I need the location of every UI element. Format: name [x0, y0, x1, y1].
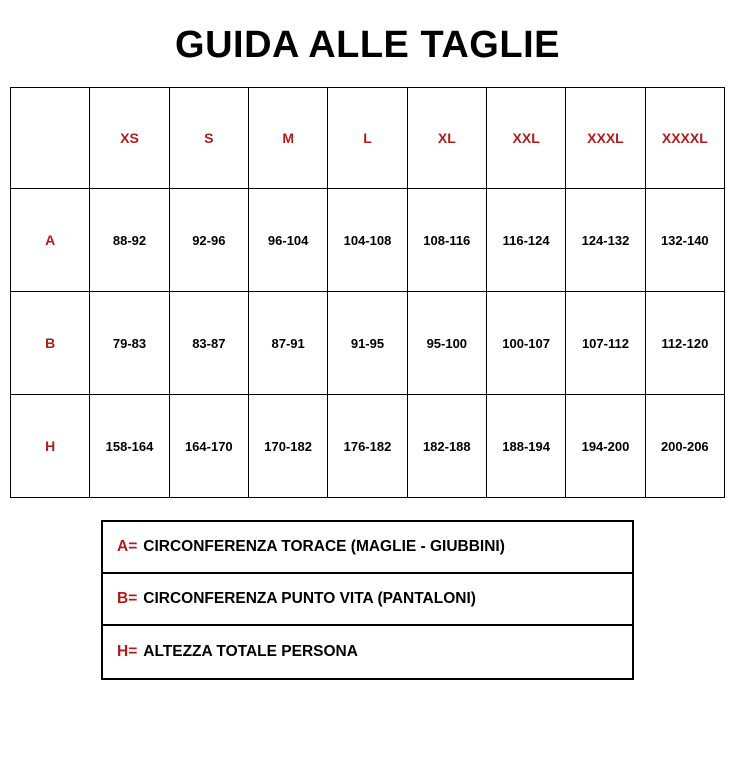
- cell-b-xxl: 100-107: [486, 292, 565, 395]
- legend-key-h: H=: [117, 643, 138, 660]
- row-label-h: H: [11, 395, 90, 498]
- column-header-s: S: [169, 88, 248, 189]
- table-corner-cell: [11, 88, 90, 189]
- cell-h-s: 164-170: [169, 395, 248, 498]
- cell-h-l: 176-182: [328, 395, 407, 498]
- row-label-b: B: [11, 292, 90, 395]
- cell-h-xl: 182-188: [407, 395, 486, 498]
- table-row: [11, 292, 725, 395]
- cell-h-xxxxl: 200-206: [645, 395, 724, 498]
- cell-a-m: 96-104: [248, 189, 327, 292]
- size-table-body: [11, 189, 725, 498]
- size-table-head: [11, 88, 725, 189]
- cell-a-xs: 88-92: [90, 189, 169, 292]
- size-table-container: [10, 87, 725, 498]
- column-header-l: L: [328, 88, 407, 189]
- cell-a-s: 92-96: [169, 189, 248, 292]
- cell-a-l: 104-108: [328, 189, 407, 292]
- cell-b-m: 87-91: [248, 292, 327, 395]
- cell-a-xxxxl: 132-140: [645, 189, 724, 292]
- legend-key-b: B=: [117, 590, 138, 607]
- cell-h-xxxl: 194-200: [566, 395, 645, 498]
- legend-row-a: [103, 522, 632, 574]
- column-header-xl: XL: [407, 88, 486, 189]
- cell-b-xs: 79-83: [90, 292, 169, 395]
- table-row: [11, 395, 725, 498]
- legend-text-a: CIRCONFERENZA TORACE (MAGLIE - GIUBBINI): [143, 538, 505, 555]
- table-header-row: [11, 88, 725, 189]
- legend-row-h: [103, 626, 632, 678]
- legend-row-b: [103, 574, 632, 626]
- column-header-xxxxl: XXXXL: [645, 88, 724, 189]
- cell-b-xl: 95-100: [407, 292, 486, 395]
- column-header-xxxl: XXXL: [566, 88, 645, 189]
- legend-text-b: CIRCONFERENZA PUNTO VITA (PANTALONI): [143, 590, 476, 607]
- cell-h-xs: 158-164: [90, 395, 169, 498]
- cell-b-xxxl: 107-112: [566, 292, 645, 395]
- row-label-a: A: [11, 189, 90, 292]
- cell-h-xxl: 188-194: [486, 395, 565, 498]
- table-row: [11, 189, 725, 292]
- size-guide-page: [0, 24, 735, 759]
- column-header-xs: XS: [90, 88, 169, 189]
- cell-b-xxxxl: 112-120: [645, 292, 724, 395]
- legend-text-h: ALTEZZA TOTALE PERSONA: [143, 643, 358, 660]
- cell-h-m: 170-182: [248, 395, 327, 498]
- page-title: GUIDA ALLE TAGLIE: [175, 24, 560, 66]
- size-table: [10, 87, 725, 498]
- cell-a-xl: 108-116: [407, 189, 486, 292]
- cell-a-xxxl: 124-132: [566, 189, 645, 292]
- legend-key-a: A=: [117, 538, 138, 555]
- cell-b-s: 83-87: [169, 292, 248, 395]
- column-header-m: M: [248, 88, 327, 189]
- cell-a-xxl: 116-124: [486, 189, 565, 292]
- cell-b-l: 91-95: [328, 292, 407, 395]
- column-header-xxl: XXL: [486, 88, 565, 189]
- legend-box: [101, 520, 634, 680]
